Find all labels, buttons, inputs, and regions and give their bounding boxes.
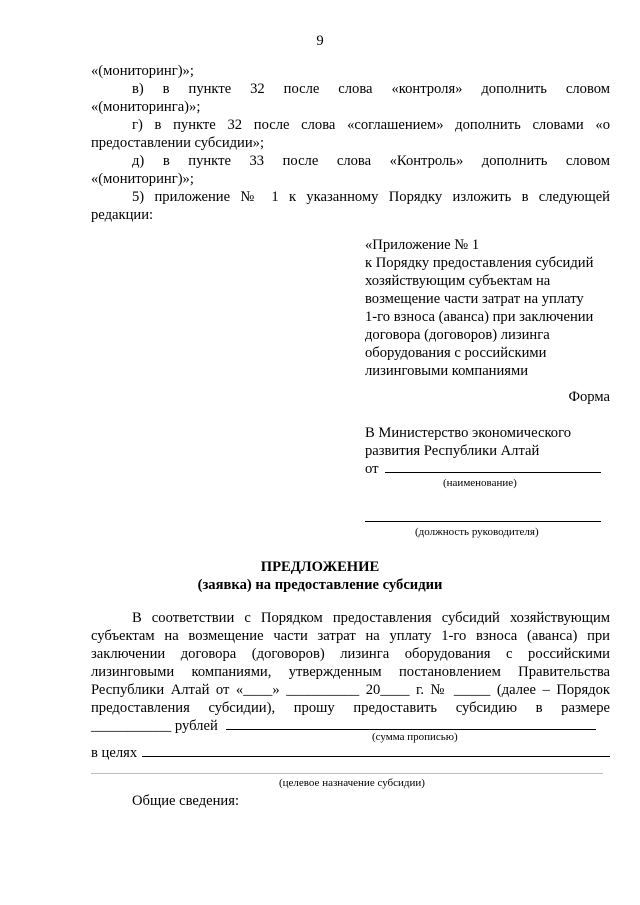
amend-item-5-cont: редакции:	[91, 207, 154, 223]
body-line: Республики Алтай от «____» __________ 20____ г. № _____ (далее – Порядок	[91, 682, 610, 698]
appendix-line: договора (договоров) лизинга	[365, 327, 550, 343]
amend-item-g-cont: предоставлении субсидии»;	[91, 135, 265, 151]
head-position-field[interactable]	[365, 521, 601, 522]
appendix-line: хозяйствующим субъектам на	[365, 273, 551, 289]
appendix-line: к Порядку предоставления субсидий	[365, 255, 594, 271]
amend-item-d: д) в пункте 33 после слова «Контроль» дополнить словом	[132, 153, 610, 169]
amend-item-v-cont: «(мониторинга)»;	[91, 99, 201, 115]
page-number: 9	[316, 33, 324, 49]
purpose-prefix: в целях	[91, 745, 138, 761]
purpose-field[interactable]	[142, 756, 610, 757]
amend-line-monitoring: «(мониторинг)»;	[91, 63, 194, 79]
caption-position: (должность руководителя)	[415, 526, 539, 538]
appendix-line: возмещение части затрат на уплату	[365, 291, 584, 307]
body-line: лизинговыми компаниями, утвержденным постановлением Правительства	[91, 664, 610, 680]
purpose-field-line-2[interactable]	[91, 773, 603, 774]
appendix-block	[365, 236, 615, 380]
amend-item-d-cont: «(мониторинг)»;	[91, 171, 194, 187]
document-subtitle: (заявка) на предоставление субсидии	[197, 577, 443, 593]
addressee-line-1: В Министерство экономического	[365, 425, 572, 441]
body-line: заключении договора (договоров) лизинга оборудования с российскими	[91, 646, 610, 662]
appendix-line: «Приложение № 1	[365, 237, 480, 253]
appendix-line: оборудования с российскими	[365, 345, 547, 361]
caption-name: (наименование)	[443, 477, 517, 489]
document-title: ПРЕДЛОЖЕНИЕ	[260, 559, 380, 575]
amount-words-field[interactable]	[226, 729, 596, 730]
amount-prefix: ___________ рублей	[91, 718, 218, 734]
body-line: предоставления субсидии), прошу предоставить субсидию в размере	[91, 700, 610, 716]
addressee-line-2: развития Республики Алтай	[365, 443, 540, 459]
body-line: субъектам на возмещение части затрат на уплату 1-го взноса (аванса) при	[91, 628, 610, 644]
caption-amount: (сумма прописью)	[372, 731, 458, 743]
addressee-from: от	[365, 461, 379, 477]
amend-item-5: 5) приложение № 1 к указанному Порядку изложить в следующей	[132, 189, 610, 205]
applicant-name-field[interactable]	[385, 472, 601, 473]
amend-item-g: г) в пункте 32 после слова «соглашением» дополнить словами «о	[132, 117, 610, 133]
appendix-line: 1-го взноса (аванса) при заключении	[365, 309, 594, 325]
caption-purpose: (целевое назначение субсидии)	[279, 777, 425, 789]
form-label: Форма	[568, 389, 610, 405]
appendix-line: лизинговыми компаниями	[365, 363, 529, 379]
amend-item-v: в) в пункте 32 после слова «контроля» дополнить словом	[132, 81, 610, 97]
general-info-heading: Общие сведения:	[132, 793, 239, 809]
body-line: В соответствии с Порядком предоставления субсидий хозяйствующим	[132, 610, 610, 626]
